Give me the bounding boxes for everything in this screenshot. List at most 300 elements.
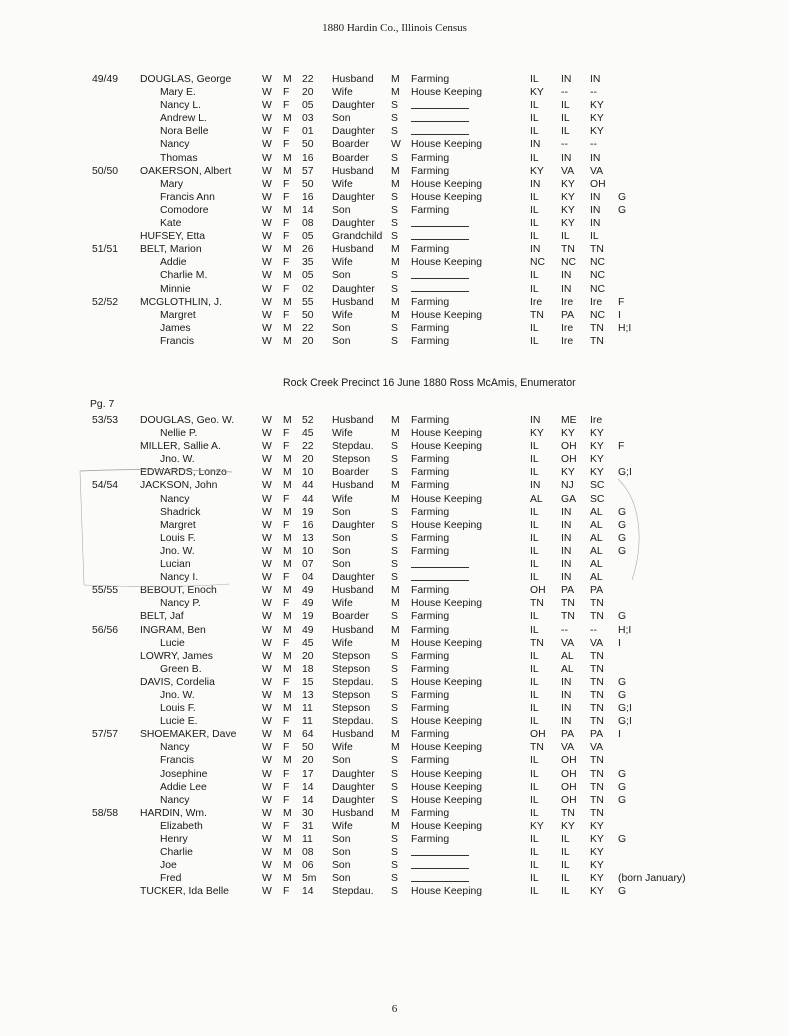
age-cell: 20 bbox=[302, 335, 314, 347]
mother-birthplace-cell: TN bbox=[590, 650, 604, 662]
person-name: Louis F. bbox=[160, 703, 196, 715]
person-name: BELT, Jaf bbox=[140, 611, 184, 623]
birthplace-cell: IL bbox=[530, 204, 539, 216]
mother-birthplace-cell: KY bbox=[590, 100, 604, 112]
relation-cell: Stepson bbox=[332, 650, 371, 662]
marital-status-cell: M bbox=[391, 624, 400, 636]
race-cell: W bbox=[262, 637, 272, 649]
marital-status-cell: S bbox=[391, 781, 398, 793]
person-name: Minnie bbox=[160, 283, 191, 295]
race-cell: W bbox=[262, 231, 272, 243]
relation-cell: Boarder bbox=[332, 611, 369, 623]
mother-birthplace-cell: IN bbox=[590, 204, 601, 216]
census-row bbox=[0, 493, 789, 506]
marital-status-cell: S bbox=[391, 611, 398, 623]
age-cell: 50 bbox=[302, 742, 314, 754]
marital-status-cell: S bbox=[391, 441, 398, 453]
note-cell: G bbox=[618, 532, 627, 544]
sex-cell: M bbox=[283, 322, 292, 334]
father-birthplace-cell: IL bbox=[561, 847, 570, 859]
father-birthplace-cell: IN bbox=[561, 559, 572, 571]
birthplace-cell: IL bbox=[530, 441, 539, 453]
census-row bbox=[0, 833, 789, 846]
dwelling-number: 51/51 bbox=[92, 244, 119, 256]
relation-cell: Stepdau. bbox=[332, 441, 374, 453]
sex-cell: M bbox=[283, 873, 292, 885]
person-name: BELT, Marion bbox=[140, 244, 202, 256]
occupation-cell: Farming bbox=[411, 807, 450, 819]
census-row bbox=[0, 165, 789, 178]
race-cell: W bbox=[262, 309, 272, 321]
age-cell: 02 bbox=[302, 283, 314, 295]
father-birthplace-cell: GA bbox=[561, 493, 577, 505]
race-cell: W bbox=[262, 860, 272, 872]
marital-status-cell: M bbox=[391, 742, 400, 754]
census-row bbox=[0, 256, 789, 269]
mother-birthplace-cell: AL bbox=[590, 519, 603, 531]
occupation-cell: House Keeping bbox=[411, 139, 483, 151]
birthplace-cell: IL bbox=[530, 74, 539, 85]
census-row bbox=[0, 335, 789, 348]
father-birthplace-cell: OH bbox=[561, 794, 577, 806]
relation-cell: Daughter bbox=[332, 126, 375, 138]
mother-birthplace-cell: NC bbox=[590, 309, 606, 321]
note-cell: I bbox=[618, 729, 621, 741]
occupation-cell: Farming bbox=[411, 165, 450, 177]
birthplace-cell: TN bbox=[530, 637, 544, 649]
father-birthplace-cell: KY bbox=[561, 428, 575, 440]
marital-status-cell: S bbox=[391, 519, 398, 531]
relation-cell: Wife bbox=[332, 598, 353, 610]
sex-cell: F bbox=[283, 309, 290, 321]
relation-cell: Wife bbox=[332, 428, 353, 440]
marital-status-cell: S bbox=[391, 716, 398, 728]
relation-cell: Wife bbox=[332, 742, 353, 754]
note-cell: G bbox=[618, 545, 627, 557]
marital-status-cell: S bbox=[391, 270, 398, 282]
relation-cell: Husband bbox=[332, 729, 374, 741]
sex-cell: M bbox=[283, 152, 292, 164]
occupation-cell: Farming bbox=[411, 611, 450, 623]
race-cell: W bbox=[262, 218, 272, 230]
mother-birthplace-cell: TN bbox=[590, 794, 604, 806]
dwelling-number: 55/55 bbox=[92, 585, 119, 597]
dwelling-number: 57/57 bbox=[92, 729, 119, 741]
relation-cell: Boarder bbox=[332, 467, 369, 479]
birthplace-cell: IN bbox=[530, 178, 541, 190]
census-row bbox=[0, 296, 789, 309]
census-row bbox=[0, 191, 789, 204]
age-cell: 49 bbox=[302, 598, 314, 610]
person-name: Fred bbox=[160, 873, 182, 885]
person-name: Elizabeth bbox=[160, 820, 203, 832]
mother-birthplace-cell: TN bbox=[590, 703, 604, 715]
relation-cell: Husband bbox=[332, 585, 374, 597]
mother-birthplace-cell: TN bbox=[590, 598, 604, 610]
occupation-cell: Farming bbox=[411, 152, 450, 164]
sex-cell: F bbox=[283, 441, 290, 453]
age-cell: 64 bbox=[302, 729, 314, 741]
marital-status-cell: S bbox=[391, 886, 398, 898]
sex-cell: F bbox=[283, 820, 290, 832]
age-cell: 45 bbox=[302, 428, 314, 440]
person-name: Mary bbox=[160, 178, 184, 190]
age-cell: 57 bbox=[302, 165, 314, 177]
census-row bbox=[0, 663, 789, 676]
sex-cell: M bbox=[283, 270, 292, 282]
mother-birthplace-cell: -- bbox=[590, 139, 597, 151]
father-birthplace-cell: TN bbox=[561, 807, 575, 819]
marital-status-cell: S bbox=[391, 650, 398, 662]
relation-cell: Wife bbox=[332, 637, 353, 649]
census-section-1 bbox=[0, 73, 789, 348]
census-row bbox=[0, 73, 789, 86]
occupation-cell: House Keeping bbox=[411, 768, 483, 780]
mother-birthplace-cell: VA bbox=[590, 637, 604, 649]
census-row bbox=[0, 584, 789, 597]
note-cell: F bbox=[618, 296, 625, 308]
father-birthplace-cell: IN bbox=[561, 545, 572, 557]
age-cell: 04 bbox=[302, 572, 314, 584]
blank-occupation-dash bbox=[411, 217, 469, 230]
race-cell: W bbox=[262, 729, 272, 741]
occupation-cell: House Keeping bbox=[411, 519, 483, 531]
mother-birthplace-cell: AL bbox=[590, 559, 603, 571]
mother-birthplace-cell: IN bbox=[590, 152, 601, 164]
occupation-cell: Farming bbox=[411, 322, 450, 334]
sex-cell: F bbox=[283, 283, 290, 295]
census-row bbox=[0, 650, 789, 663]
person-name: Francis Ann bbox=[160, 191, 215, 203]
sex-cell: F bbox=[283, 218, 290, 230]
birthplace-cell: KY bbox=[530, 87, 544, 99]
person-name: Comodore bbox=[160, 204, 209, 216]
occupation-cell: House Keeping bbox=[411, 178, 483, 190]
father-birthplace-cell: IL bbox=[561, 113, 570, 125]
person-name: Henry bbox=[160, 834, 188, 845]
mother-birthplace-cell: KY bbox=[590, 126, 604, 138]
mother-birthplace-cell: NC bbox=[590, 283, 606, 295]
mother-birthplace-cell: AL bbox=[590, 572, 603, 584]
race-cell: W bbox=[262, 454, 272, 466]
age-cell: 49 bbox=[302, 585, 314, 597]
census-row bbox=[0, 532, 789, 545]
precinct-heading: Rock Creek Precinct 16 June 1880 Ross McAmis, Enumerator bbox=[283, 377, 576, 389]
census-row bbox=[0, 624, 789, 637]
relation-cell: Husband bbox=[332, 244, 374, 256]
marital-status-cell: S bbox=[391, 768, 398, 780]
father-birthplace-cell: IL bbox=[561, 873, 570, 885]
census-row bbox=[0, 794, 789, 807]
occupation-cell: House Keeping bbox=[411, 742, 483, 754]
birthplace-cell: IL bbox=[530, 454, 539, 466]
race-cell: W bbox=[262, 257, 272, 269]
relation-cell: Husband bbox=[332, 74, 374, 85]
father-birthplace-cell: VA bbox=[561, 165, 575, 177]
sex-cell: M bbox=[283, 755, 292, 767]
blank-occupation-dash bbox=[411, 846, 469, 859]
person-name: Margret bbox=[160, 309, 196, 321]
race-cell: W bbox=[262, 519, 272, 531]
relation-cell: Daughter bbox=[332, 781, 375, 793]
father-birthplace-cell: Ire bbox=[561, 296, 574, 308]
mother-birthplace-cell: PA bbox=[590, 585, 604, 597]
mother-birthplace-cell: TN bbox=[590, 676, 604, 688]
birthplace-cell: IL bbox=[530, 834, 539, 845]
birthplace-cell: TN bbox=[530, 742, 544, 754]
age-cell: 10 bbox=[302, 467, 314, 479]
person-name: Joe bbox=[160, 860, 177, 872]
age-cell: 11 bbox=[302, 716, 313, 728]
birthplace-cell: IL bbox=[530, 191, 539, 203]
mother-birthplace-cell: TN bbox=[590, 689, 604, 701]
blank-occupation-dash bbox=[411, 283, 469, 296]
age-cell: 31 bbox=[302, 820, 314, 832]
marital-status-cell: S bbox=[391, 689, 398, 701]
mother-birthplace-cell: TN bbox=[590, 781, 604, 793]
mother-birthplace-cell: Ire bbox=[590, 296, 603, 308]
race-cell: W bbox=[262, 139, 272, 151]
race-cell: W bbox=[262, 415, 272, 426]
relation-cell: Son bbox=[332, 335, 351, 347]
marital-status-cell: S bbox=[391, 113, 398, 125]
age-cell: 14 bbox=[302, 781, 314, 793]
sex-cell: F bbox=[283, 428, 290, 440]
age-cell: 15 bbox=[302, 676, 314, 688]
race-cell: W bbox=[262, 650, 272, 662]
father-birthplace-cell: AL bbox=[561, 663, 574, 675]
person-name: Nellie P. bbox=[160, 428, 198, 440]
dwelling-number: 50/50 bbox=[92, 165, 119, 177]
age-cell: 16 bbox=[302, 191, 314, 203]
person-name: MCGLOTHLIN, J. bbox=[140, 296, 222, 308]
father-birthplace-cell: KY bbox=[561, 820, 575, 832]
relation-cell: Husband bbox=[332, 480, 374, 492]
census-row bbox=[0, 243, 789, 256]
mother-birthplace-cell: -- bbox=[590, 87, 597, 99]
relation-cell: Stepdau. bbox=[332, 716, 374, 728]
person-name: Francis bbox=[160, 335, 195, 347]
mother-birthplace-cell: AL bbox=[590, 545, 603, 557]
relation-cell: Son bbox=[332, 506, 351, 518]
father-birthplace-cell: IN bbox=[561, 74, 572, 85]
sex-cell: M bbox=[283, 689, 292, 701]
birthplace-cell: KY bbox=[530, 428, 544, 440]
census-row bbox=[0, 859, 789, 872]
age-cell: 06 bbox=[302, 860, 314, 872]
father-birthplace-cell: IN bbox=[561, 283, 572, 295]
father-birthplace-cell: KY bbox=[561, 218, 575, 230]
sex-cell: F bbox=[283, 519, 290, 531]
marital-status-cell: S bbox=[391, 532, 398, 544]
age-cell: 20 bbox=[302, 87, 314, 99]
occupation-cell: House Keeping bbox=[411, 598, 483, 610]
census-row bbox=[0, 322, 789, 335]
age-cell: 14 bbox=[302, 794, 314, 806]
father-birthplace-cell: IN bbox=[561, 689, 572, 701]
father-birthplace-cell: KY bbox=[561, 178, 575, 190]
age-cell: 19 bbox=[302, 506, 314, 518]
father-birthplace-cell: TN bbox=[561, 598, 575, 610]
father-birthplace-cell: IN bbox=[561, 572, 572, 584]
census-row bbox=[0, 309, 789, 322]
sex-cell: F bbox=[283, 257, 290, 269]
age-cell: 22 bbox=[302, 74, 314, 85]
person-name: Green B. bbox=[160, 663, 202, 675]
relation-cell: Boarder bbox=[332, 152, 369, 164]
race-cell: W bbox=[262, 152, 272, 164]
sex-cell: M bbox=[283, 807, 292, 819]
race-cell: W bbox=[262, 873, 272, 885]
census-row bbox=[0, 453, 789, 466]
race-cell: W bbox=[262, 126, 272, 138]
father-birthplace-cell: NC bbox=[561, 257, 577, 269]
sex-cell: F bbox=[283, 139, 290, 151]
race-cell: W bbox=[262, 559, 272, 571]
note-cell: H;I bbox=[618, 322, 632, 334]
person-name: HARDIN, Wm. bbox=[140, 807, 207, 819]
relation-cell: Daughter bbox=[332, 519, 375, 531]
sex-cell: M bbox=[283, 663, 292, 675]
census-row bbox=[0, 152, 789, 165]
census-row bbox=[0, 558, 789, 571]
age-cell: 5m bbox=[302, 873, 317, 885]
marital-status-cell: M bbox=[391, 807, 400, 819]
occupation-cell: House Keeping bbox=[411, 781, 483, 793]
person-name: OAKERSON, Albert bbox=[140, 165, 232, 177]
occupation-cell: Farming bbox=[411, 624, 450, 636]
census-row bbox=[0, 506, 789, 519]
age-cell: 20 bbox=[302, 650, 314, 662]
occupation-cell: House Keeping bbox=[411, 820, 483, 832]
mother-birthplace-cell: KY bbox=[590, 428, 604, 440]
mother-birthplace-cell: NC bbox=[590, 257, 606, 269]
age-cell: 49 bbox=[302, 624, 314, 636]
sex-cell: M bbox=[283, 204, 292, 216]
occupation-cell: House Keeping bbox=[411, 428, 483, 440]
occupation-cell: House Keeping bbox=[411, 87, 483, 99]
mother-birthplace-cell: KY bbox=[590, 860, 604, 872]
occupation-cell: Farming bbox=[411, 204, 450, 216]
occupation-cell: House Keeping bbox=[411, 191, 483, 203]
sex-cell: M bbox=[283, 335, 292, 347]
race-cell: W bbox=[262, 663, 272, 675]
relation-cell: Stepson bbox=[332, 689, 371, 701]
age-cell: 50 bbox=[302, 178, 314, 190]
marital-status-cell: M bbox=[391, 244, 400, 256]
relation-cell: Husband bbox=[332, 415, 374, 426]
race-cell: W bbox=[262, 689, 272, 701]
person-name: Shadrick bbox=[160, 506, 201, 518]
marital-status-cell: S bbox=[391, 126, 398, 138]
race-cell: W bbox=[262, 467, 272, 479]
birthplace-cell: IL bbox=[530, 270, 539, 282]
sex-cell: M bbox=[283, 296, 292, 308]
relation-cell: Son bbox=[332, 834, 351, 845]
person-name: Jno. W. bbox=[160, 454, 195, 466]
note-cell: G;I bbox=[618, 716, 632, 728]
occupation-cell: Farming bbox=[411, 663, 450, 675]
age-cell: 10 bbox=[302, 545, 314, 557]
race-cell: W bbox=[262, 834, 272, 845]
birthplace-cell: IL bbox=[530, 506, 539, 518]
race-cell: W bbox=[262, 703, 272, 715]
mother-birthplace-cell: OH bbox=[590, 178, 606, 190]
mother-birthplace-cell: AL bbox=[590, 532, 603, 544]
age-cell: 16 bbox=[302, 519, 314, 531]
sex-cell: F bbox=[283, 676, 290, 688]
person-name: TUCKER, Ida Belle bbox=[140, 886, 229, 898]
race-cell: W bbox=[262, 178, 272, 190]
marital-status-cell: M bbox=[391, 178, 400, 190]
marital-status-cell: S bbox=[391, 663, 398, 675]
census-row bbox=[0, 204, 789, 217]
sex-cell: M bbox=[283, 703, 292, 715]
mother-birthplace-cell: KY bbox=[590, 847, 604, 859]
age-cell: 05 bbox=[302, 270, 314, 282]
occupation-cell: Farming bbox=[411, 650, 450, 662]
father-birthplace-cell: IL bbox=[561, 231, 570, 243]
census-row bbox=[0, 112, 789, 125]
person-name: INGRAM, Ben bbox=[140, 624, 206, 636]
father-birthplace-cell: IN bbox=[561, 270, 572, 282]
mother-birthplace-cell: SC bbox=[590, 480, 605, 492]
mother-birthplace-cell: TN bbox=[590, 807, 604, 819]
race-cell: W bbox=[262, 598, 272, 610]
relation-cell: Son bbox=[332, 322, 351, 334]
marital-status-cell: S bbox=[391, 335, 398, 347]
relation-cell: Son bbox=[332, 873, 351, 885]
age-cell: 30 bbox=[302, 807, 314, 819]
age-cell: 08 bbox=[302, 218, 314, 230]
marital-status-cell: M bbox=[391, 428, 400, 440]
father-birthplace-cell: IN bbox=[561, 152, 572, 164]
census-row bbox=[0, 440, 789, 453]
father-birthplace-cell: KY bbox=[561, 191, 575, 203]
relation-cell: Boarder bbox=[332, 139, 369, 151]
age-cell: 52 bbox=[302, 415, 314, 426]
note-cell: I bbox=[618, 309, 621, 321]
father-birthplace-cell: ME bbox=[561, 415, 577, 426]
mother-birthplace-cell: PA bbox=[590, 729, 604, 741]
census-row bbox=[0, 637, 789, 650]
birthplace-cell: IN bbox=[530, 139, 541, 151]
father-birthplace-cell: AL bbox=[561, 650, 574, 662]
occupation-cell: House Keeping bbox=[411, 493, 483, 505]
birthplace-cell: IL bbox=[530, 886, 539, 898]
occupation-cell: House Keeping bbox=[411, 676, 483, 688]
father-birthplace-cell: OH bbox=[561, 755, 577, 767]
father-birthplace-cell: IL bbox=[561, 886, 570, 898]
relation-cell: Daughter bbox=[332, 218, 375, 230]
age-cell: 50 bbox=[302, 309, 314, 321]
note-cell: G bbox=[618, 676, 627, 688]
birthplace-cell: IL bbox=[530, 755, 539, 767]
race-cell: W bbox=[262, 283, 272, 295]
sex-cell: M bbox=[283, 74, 292, 85]
person-name: Nancy I. bbox=[160, 572, 199, 584]
person-name: Jno. W. bbox=[160, 689, 195, 701]
marital-status-cell: S bbox=[391, 152, 398, 164]
marital-status-cell: S bbox=[391, 676, 398, 688]
race-cell: W bbox=[262, 113, 272, 125]
census-row bbox=[0, 768, 789, 781]
blank-occupation-dash bbox=[411, 112, 469, 125]
person-name: Louis F. bbox=[160, 532, 196, 544]
relation-cell: Wife bbox=[332, 257, 353, 269]
age-cell: 18 bbox=[302, 663, 314, 675]
mother-birthplace-cell: TN bbox=[590, 611, 604, 623]
